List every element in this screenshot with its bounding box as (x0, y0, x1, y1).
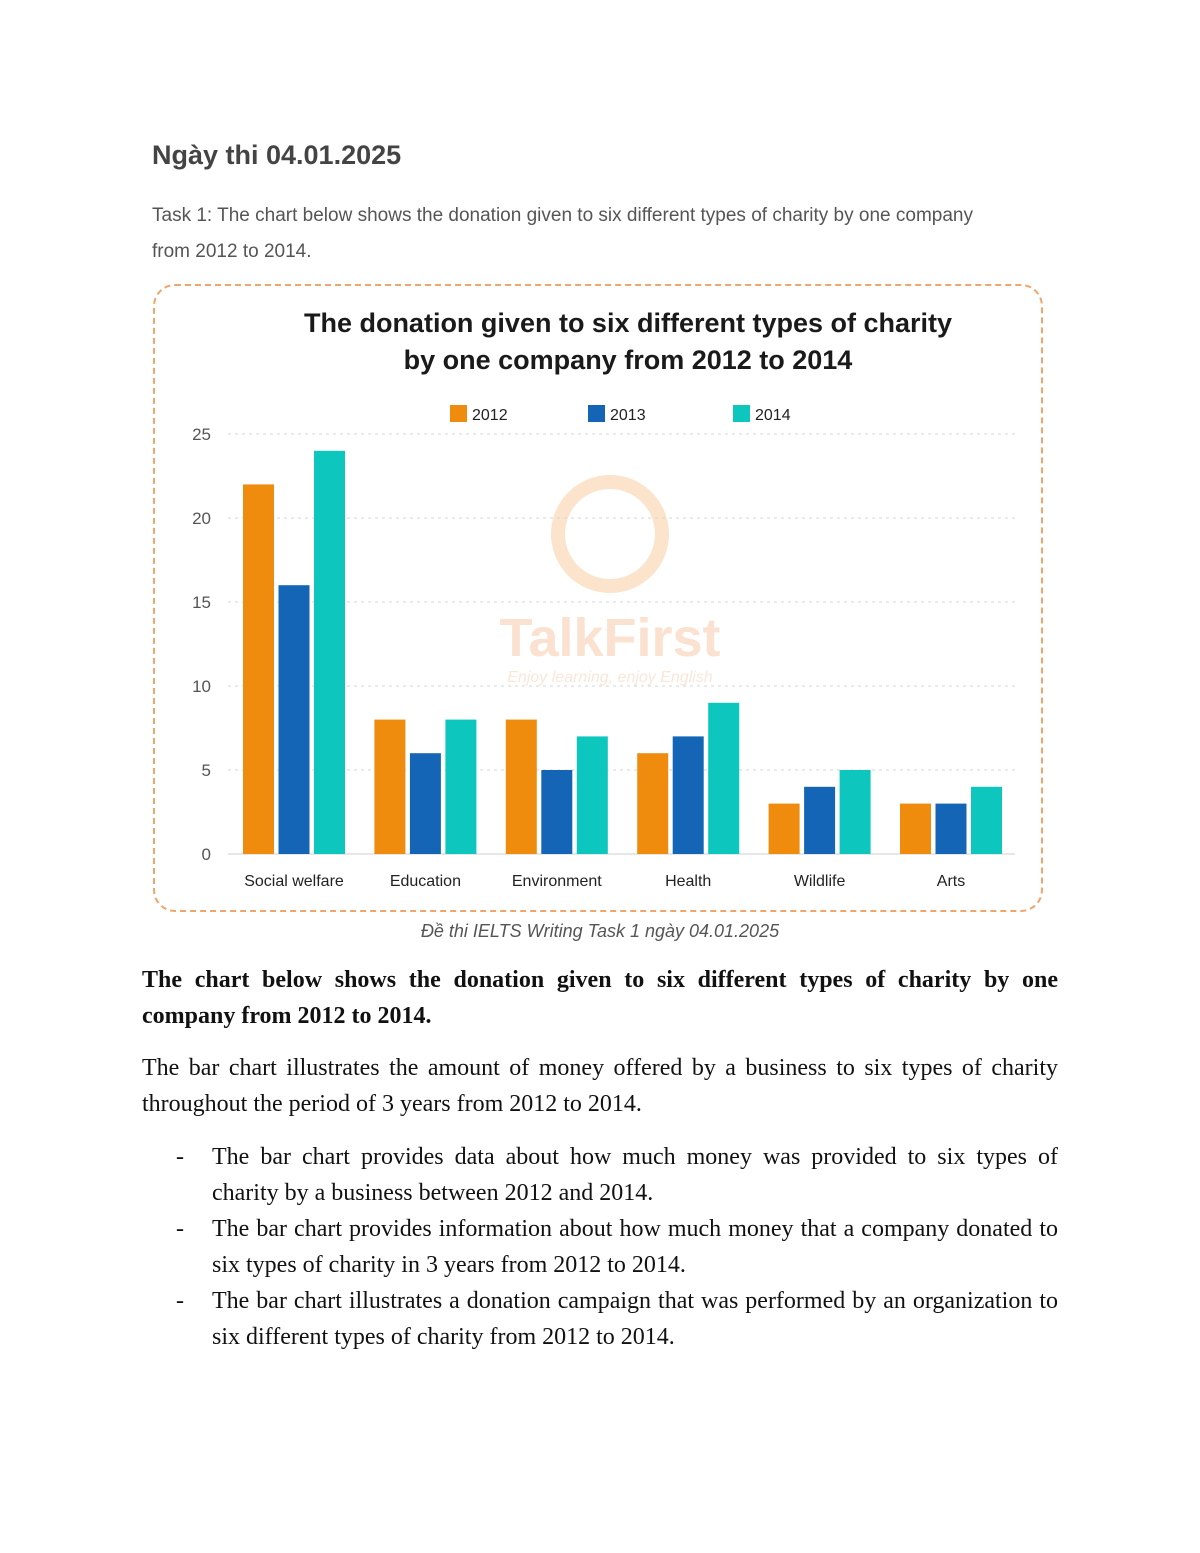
bar-2012 (243, 484, 274, 854)
y-tick-label: 25 (192, 425, 211, 444)
bullet-dash: - (176, 1216, 184, 1242)
bar-2013 (936, 804, 967, 854)
y-tick-label: 10 (192, 677, 211, 696)
list-item (172, 1211, 1058, 1283)
x-tick-label: Education (389, 873, 461, 890)
bar-2014 (445, 720, 476, 854)
list-item-text: The bar chart illustrates a donation campaign that was performed by an organization to six different types of charity from 2012 to 2014. (212, 1288, 1058, 1350)
legend-label-2014: 2014 (755, 407, 791, 424)
intro-paragraph: The bar chart illustrates the amount of money offered by a business to six types of charity throughout the period of 3 years from 2012 to 2014. (142, 1055, 1058, 1117)
y-tick-label: 20 (192, 509, 211, 528)
y-tick-label: 0 (201, 845, 211, 864)
page-heading: Ngày thi 04.01.2025 (152, 140, 402, 170)
bar-2013 (279, 585, 310, 854)
task-description: Task 1: The chart below shows the donation given to six different types of charity by one company from 2012 to 2014. (152, 205, 973, 262)
x-tick-label: Arts (936, 873, 966, 890)
bar-2014 (971, 787, 1002, 854)
watermark-logo-icon (558, 482, 662, 586)
x-tick-label: Health (665, 873, 712, 890)
bar-2014 (840, 770, 871, 854)
bar-2013 (541, 770, 572, 854)
legend-swatch-2013 (588, 405, 605, 422)
legend-swatch-2012 (450, 405, 467, 422)
paraphrase-list (172, 1139, 1058, 1355)
bar-2013 (673, 736, 704, 854)
legend-label-2012: 2012 (472, 407, 508, 424)
bar-2012 (769, 804, 800, 854)
list-item (172, 1139, 1058, 1211)
y-tick-label: 5 (201, 761, 211, 780)
legend-swatch-2014 (733, 405, 750, 422)
chart-title-line-1: The donation given to six different types of charity (303, 308, 953, 338)
chart-title-line-2: by one company from 2012 to 2014 (403, 345, 853, 375)
bar-2012 (637, 753, 668, 854)
legend-label-2013: 2013 (610, 407, 646, 424)
list-item-text: The bar chart provides data about how much money was provided to six types of charity by a business between 2012 and 2014. (212, 1144, 1058, 1206)
bar-2012 (374, 720, 405, 854)
list-item (172, 1283, 1058, 1355)
y-tick-label: 15 (192, 593, 211, 612)
bar-2012 (900, 804, 931, 854)
question-text: The chart below shows the donation given to six different types of charity by one company from 2012 to 2014. (142, 967, 1058, 1029)
bar-2013 (804, 787, 835, 854)
bar-2014 (708, 703, 739, 854)
x-tick-label: Wildlife (793, 873, 846, 890)
bullet-dash: - (176, 1288, 184, 1314)
watermark-tagline: Enjoy learning, enjoy English (507, 669, 713, 686)
bullet-dash: - (176, 1144, 184, 1170)
bar-2014 (314, 451, 345, 854)
x-tick-label: Environment (511, 873, 602, 890)
chart-caption: Đề thi IELTS Writing Task 1 ngày 04.01.2025 (420, 921, 780, 941)
bar-2013 (410, 753, 441, 854)
list-item-text: The bar chart provides information about how much money that a company donated to six types of charity in 3 years from 2012 to 2014. (212, 1216, 1058, 1278)
bar-2012 (506, 720, 537, 854)
x-tick-label: Social welfare (244, 873, 344, 890)
bar-2014 (577, 736, 608, 854)
chart-frame (153, 284, 1043, 912)
watermark-brand: TalkFirst (499, 608, 721, 668)
bar-chart (155, 286, 1041, 910)
